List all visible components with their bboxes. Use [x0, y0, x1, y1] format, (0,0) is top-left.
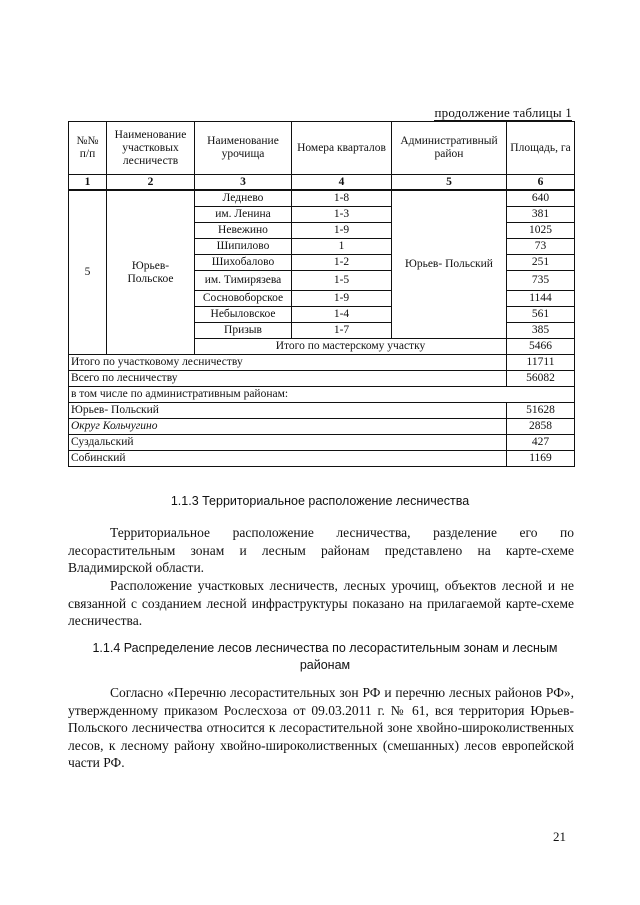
- district-total-row: [69, 355, 575, 371]
- section-114-title: [80, 640, 570, 674]
- area-value: 73: [507, 239, 575, 255]
- tract-name: Призыв: [195, 323, 292, 339]
- header-number: №№ п/п: [69, 122, 107, 175]
- admin-heading-row: [69, 387, 575, 403]
- area-value: 561: [507, 307, 575, 323]
- tract-name: Шихобалово: [195, 255, 292, 271]
- admin-row: [69, 403, 575, 419]
- section-113-title: 1.1.3 Территориальное расположение лесничества: [170, 494, 470, 508]
- block-numbers: 1-9: [292, 291, 392, 307]
- column-number: 5: [392, 175, 507, 191]
- column-number: 4: [292, 175, 392, 191]
- section-114-title-line2: районам: [299, 658, 351, 672]
- block-numbers: 1: [292, 239, 392, 255]
- area-value: 381: [507, 207, 575, 223]
- admin-row-label: Собинский: [69, 451, 507, 467]
- master-total-label: Итого по мастерскому участку: [195, 339, 507, 355]
- header-admin-district: Административный район: [392, 122, 507, 175]
- area-value: 1144: [507, 291, 575, 307]
- admin-row: [69, 419, 575, 435]
- admin-row-label: Юрьев- Польский: [69, 403, 507, 419]
- block-numbers: 1-4: [292, 307, 392, 323]
- tract-name: Шипилово: [195, 239, 292, 255]
- area-value: 385: [507, 323, 575, 339]
- admin-row: [69, 435, 575, 451]
- area-value: 735: [507, 271, 575, 291]
- section-113-paragraph-1: Территориальное расположение лесничества, разделение его по лесорастительным зонам и лесным районам представлено на карте-схеме Владимирской области.: [68, 525, 574, 575]
- grand-total-value: 56082: [507, 371, 575, 387]
- column-number: 6: [507, 175, 575, 191]
- admin-row-value: 1169: [507, 451, 575, 467]
- tract-name: им. Ленина: [195, 207, 292, 223]
- tract-name: Невежино: [195, 223, 292, 239]
- tract-name: Небыловское: [195, 307, 292, 323]
- district-total-label: Итого по участковому лесничеству: [69, 355, 507, 371]
- header-area: Площадь, га: [507, 122, 575, 175]
- header-block-numbers: Номера кварталов: [292, 122, 392, 175]
- admin-row-value: 427: [507, 435, 575, 451]
- column-numbers-row: [69, 175, 575, 191]
- area-value: 1025: [507, 223, 575, 239]
- header-district-forestry: Наименование участковых лесничеств: [107, 122, 195, 175]
- block-numbers: 1-3: [292, 207, 392, 223]
- admin-row-label: Суздальский: [69, 435, 507, 451]
- block-numbers: 1-9: [292, 223, 392, 239]
- tract-name: Леднево: [195, 190, 292, 207]
- forestry-table: [68, 121, 575, 467]
- grand-total-row: [69, 371, 575, 387]
- admin-row: [69, 451, 575, 467]
- admin-district-name: Юрьев- Польский: [392, 190, 507, 339]
- block-numbers: 1-8: [292, 190, 392, 207]
- area-value: 640: [507, 190, 575, 207]
- district-total-value: 11711: [507, 355, 575, 371]
- column-number: 3: [195, 175, 292, 191]
- section-114-paragraph-1: Согласно «Перечню лесорастительных зон РФ и перечню лесных районов РФ», утвержденному приказом Рослесхоза от 09.03.2011 г. № 61, вся территория Юрьев- Польского лесничества относится к лесорастительной зоне хвойно-широколиственных лесов, к лесному району хвойно-широколиственных (смешанных) лесов европейской части РФ.: [68, 685, 574, 770]
- district-forestry-name: Юрьев-Польское: [107, 190, 195, 355]
- tract-name: им. Тимирязева: [195, 271, 292, 291]
- admin-row-value: 51628: [507, 403, 575, 419]
- header-tract-name: Наименование урочища: [195, 122, 292, 175]
- block-numbers: 1-5: [292, 271, 392, 291]
- admin-heading: в том числе по административным районам:: [69, 387, 575, 403]
- block-numbers: 1-7: [292, 323, 392, 339]
- block-numbers: 1-2: [292, 255, 392, 271]
- table-header-row: [69, 122, 575, 175]
- row-number: 5: [69, 190, 107, 355]
- admin-row-value: 2858: [507, 419, 575, 435]
- grand-total-label: Всего по лесничеству: [69, 371, 507, 387]
- page-number: 21: [553, 829, 566, 844]
- area-value: 251: [507, 255, 575, 271]
- admin-row-label: Округ Кольчугино: [69, 419, 507, 435]
- table-continuation-label: продолжение таблицы 1: [434, 105, 572, 120]
- section-113-paragraph-2: Расположение участковых лесничеств, лесных урочищ, объектов лесной и не связанной с созданием лесной инфраструктуры показано на прилагаемой карте-схеме лесничества.: [68, 578, 574, 628]
- master-total-value: 5466: [507, 339, 575, 355]
- column-number: 1: [69, 175, 107, 191]
- column-number: 2: [107, 175, 195, 191]
- table-row: [69, 190, 575, 207]
- tract-name: Сосновоборское: [195, 291, 292, 307]
- section-114-title-line1: 1.1.4 Распределение лесов лесничества по лесорастительным зонам и лесным: [92, 641, 558, 655]
